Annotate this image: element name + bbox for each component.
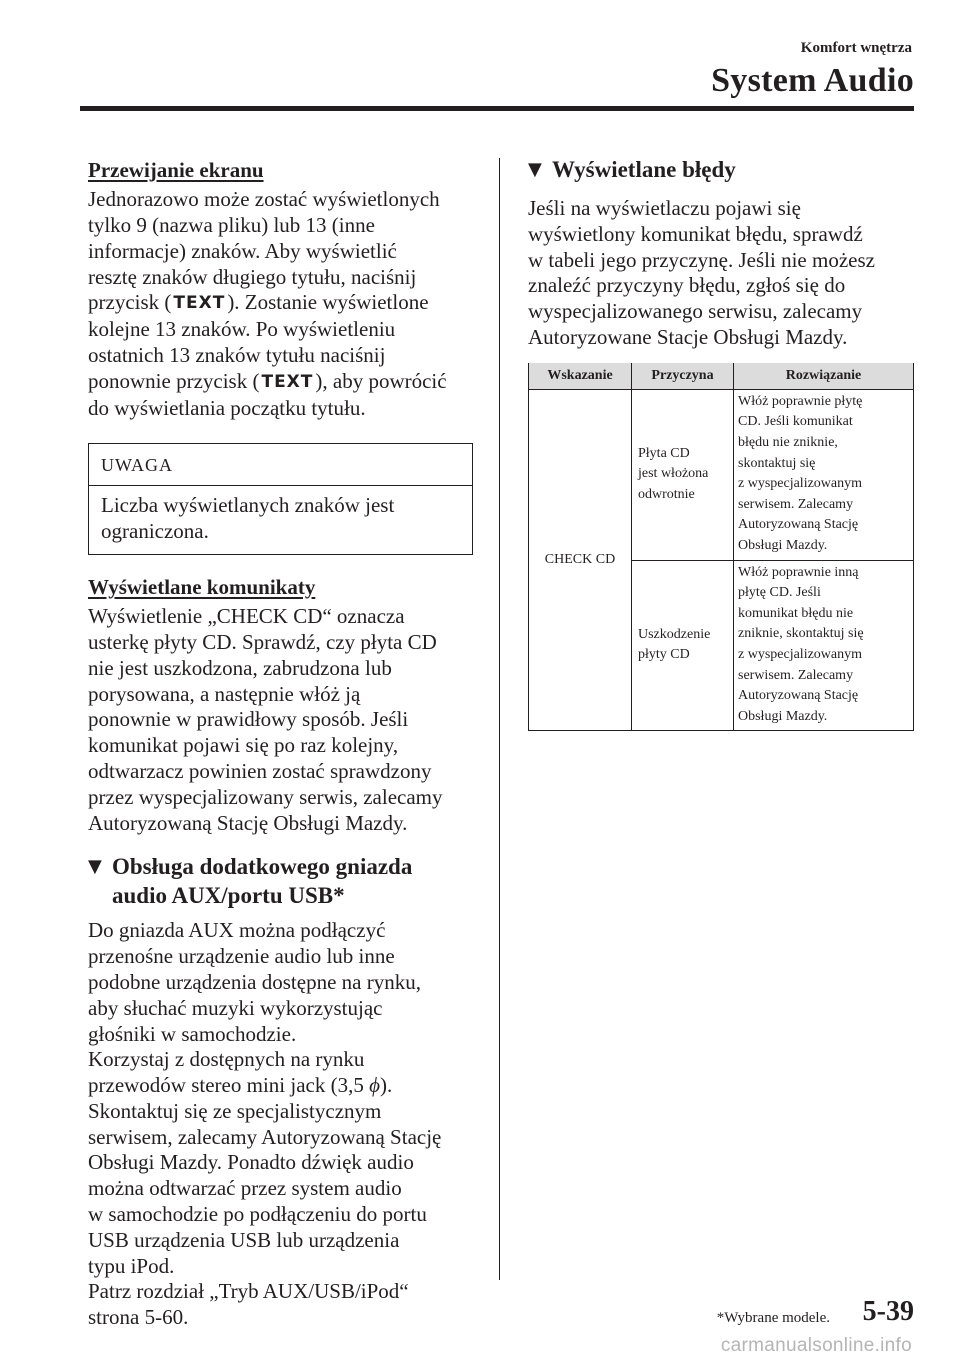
cell-line: zniknie, skontaktuj się [738, 626, 864, 642]
cell-line: Płyta CD [638, 445, 690, 461]
text-line: Autoryzowaną Stację Obsługi Mazdy. [88, 810, 408, 835]
text-line [88, 1073, 473, 1099]
cell-line: Obsługi Mazdy. [738, 537, 828, 553]
aux-paragraph [88, 918, 473, 1331]
cell-line: płytę CD. Jeśli [738, 585, 821, 601]
text-line: podobne urządzenia dostępne na rynku, [88, 969, 421, 994]
cell-line: Włóż poprawnie inną [738, 564, 859, 580]
text-line: Korzystaj z dostępnych na rynku [88, 1047, 365, 1072]
cell-line: Uszkodzenie [638, 626, 711, 642]
cell-line: komunikat błędu nie [738, 605, 854, 621]
text-line: Skontaktuj się ze specjalistycznym [88, 1098, 382, 1123]
text-line: Jeśli na wyświetlaczu pojawi się [528, 196, 801, 220]
text-line: głośniki w samochodzie. [88, 1021, 297, 1046]
text-line: Obsługi Mazdy. Ponadto dźwięk audio [88, 1150, 414, 1175]
table-row [529, 389, 914, 560]
cell-line: jest włożona [638, 466, 709, 482]
text-line: przez wyspecjalizowany serwis, zalecamy [88, 784, 443, 809]
cell-line: Autoryzowaną Stację [738, 517, 859, 533]
text-line: wyświetlony komunikat błędu, sprawdź [528, 221, 863, 246]
heading-line: Obsługa dodatkowego gniazda [112, 854, 413, 880]
text-button-icon: TEXT [173, 293, 226, 314]
column-header: Wskazanie [529, 363, 632, 390]
text-line: Autoryzowane Stacje Obsługi Mazdy. [528, 324, 848, 349]
cell-line: Włóż poprawnie płytę [738, 393, 863, 409]
text-line: tylko 9 (nazwa pliku) lub 13 (inne [88, 212, 375, 237]
text-fragment: przycisk ( [88, 290, 172, 315]
indication-cell: CHECK CD [529, 389, 632, 731]
text-line: usterkę płyty CD. Sprawdź, czy płyta CD [88, 629, 437, 654]
triangle-bullet-icon: ▼ [528, 159, 542, 180]
note-title: UWAGA [89, 444, 472, 486]
cell-line: odwrotnie [638, 486, 695, 502]
text-line: Patrz rozdział „Tryb AUX/USB/iPod“ [88, 1279, 409, 1304]
text-line: do wyświetlania początku tytułu. [88, 395, 366, 420]
text-line: komunikat pojawi się po raz kolejny, [88, 733, 399, 758]
text-line: informacje) znaków. Aby wyświetlić [88, 238, 397, 263]
text-line: odtwarzacz powinien zostać sprawdzony [88, 758, 432, 783]
errors-heading [528, 155, 916, 184]
cause-cell [632, 560, 734, 731]
text-fragment: przewodów stereo mini jack (3,5 [88, 1073, 370, 1098]
text-button-icon: TEXT [261, 371, 314, 392]
column-divider [499, 158, 500, 1280]
errors-heading-text: Wyświetlane błędy [552, 157, 736, 182]
phi-symbol: ϕ [369, 1073, 380, 1098]
text-line: resztę znaków długiego tytułu, naciśnij [88, 264, 417, 289]
text-line: Do gniazda AUX można podłączyć [88, 918, 386, 943]
text-line: znaleźć przyczyny błędu, zgłoś się do [528, 273, 846, 298]
watermark-text: carmanualsonline.info [720, 1335, 912, 1356]
text-line: USB urządzenia USB lub urządzenia [88, 1227, 400, 1252]
section-label: Komfort wnętrza [800, 40, 912, 56]
solution-cell [734, 560, 914, 731]
scroll-paragraph [88, 187, 473, 421]
text-line: ponownie w prawidłowy sposób. Jeśli [88, 707, 409, 732]
cell-line: serwisem. Zalecamy [738, 667, 854, 683]
scroll-heading: Przewijanie ekranu [88, 158, 264, 182]
messages-heading: Wyświetlane komunikaty [88, 574, 316, 599]
table-header-row [529, 363, 914, 390]
text-fragment: ). [379, 1073, 393, 1098]
solution-cell [734, 389, 914, 560]
heading-line: audio AUX/portu USB* [112, 883, 345, 909]
text-line [88, 290, 473, 317]
text-fragment: ), aby powrócić [315, 368, 447, 393]
text-line: ograniczona. [101, 519, 209, 544]
cell-line: Autoryzowaną Stację [738, 688, 859, 704]
right-column [528, 155, 916, 731]
text-line: porysowana, a następnie włóż ją [88, 681, 361, 706]
triangle-bullet-icon: ▼ [88, 856, 102, 878]
note-box [88, 443, 473, 555]
cell-line: Obsługi Mazdy. [738, 708, 828, 724]
errors-paragraph [528, 196, 916, 351]
footnote: *Wybrane modele. [716, 1310, 830, 1326]
cell-line: błędu nie zniknie, [738, 434, 838, 450]
text-line: strona 5-60. [88, 1305, 189, 1330]
cause-cell [632, 389, 734, 560]
text-line: w samochodzie po podłączeniu do portu [88, 1202, 427, 1227]
cell-line: serwisem. Zalecamy [738, 496, 854, 512]
page-title: System Audio [711, 62, 914, 99]
text-line: aby słuchać muzyki wykorzystując [88, 995, 383, 1020]
cell-line: skontaktuj się [738, 455, 816, 471]
aux-heading [88, 852, 473, 910]
text-fragment: ). Zostanie wyświetlone [227, 290, 429, 315]
column-header: Przyczyna [632, 363, 734, 390]
column-header: Rozwiązanie [734, 363, 914, 390]
aux-heading-text [112, 852, 412, 910]
error-table [528, 363, 914, 732]
page-number: 5-39 [862, 1296, 914, 1327]
text-line: ostatnich 13 znaków tytułu naciśnij [88, 342, 386, 367]
cell-line: płyty CD [638, 647, 690, 663]
text-line: można odtwarzać przez system audio [88, 1176, 402, 1201]
text-line: w tabeli jego przyczynę. Jeśli nie możesz [528, 247, 875, 272]
text-line: Liczba wyświetlanych znaków jest [101, 493, 395, 518]
cell-line: z wyspecjalizowanym [738, 646, 863, 662]
text-line: Jednorazowo może zostać wyświetlonych [88, 187, 440, 212]
header-divider [80, 106, 914, 111]
note-text [89, 486, 472, 554]
messages-paragraph [88, 604, 473, 836]
text-line: typu iPod. [88, 1253, 175, 1278]
text-line: nie jest uszkodzona, zabrudzona lub [88, 655, 392, 680]
text-fragment: ponownie przycisk ( [88, 368, 260, 393]
text-line: wyspecjalizowanego serwisu, zalecamy [528, 299, 863, 324]
text-line [88, 369, 473, 396]
cell-line: z wyspecjalizowanym [738, 476, 863, 492]
text-line: przenośne urządzenie audio lub inne [88, 944, 395, 969]
left-column [88, 158, 473, 1331]
text-line: Wyświetlenie „CHECK CD“ oznacza [88, 604, 405, 629]
cell-line: CD. Jeśli komunikat [738, 414, 853, 430]
text-line: serwisem, zalecamy Autoryzowaną Stację [88, 1124, 442, 1149]
text-line: kolejne 13 znaków. Po wyświetleniu [88, 317, 396, 342]
